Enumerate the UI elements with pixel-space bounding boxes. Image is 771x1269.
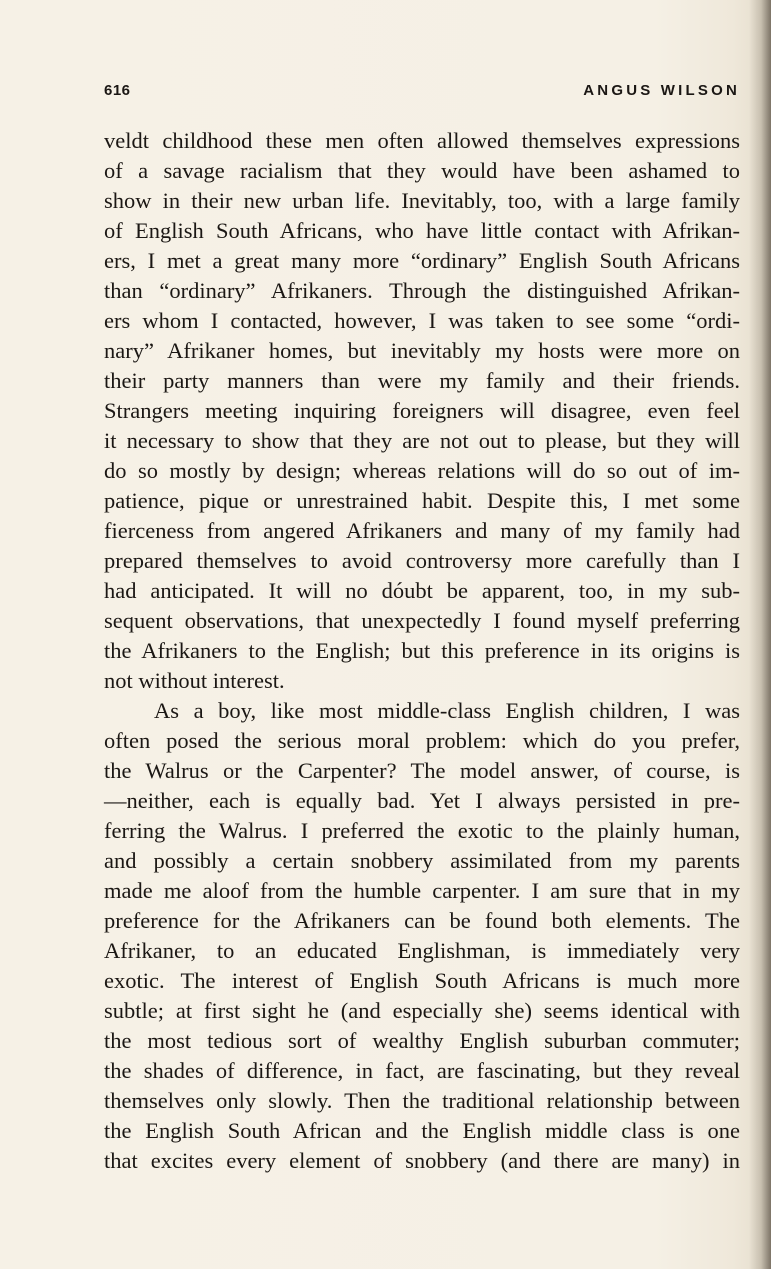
text-line: ers, I met a great many more “ordinary” English South Africans <box>104 248 740 273</box>
text-line: As a boy, like most middle-class English children, I was <box>154 698 740 723</box>
text-line: that excites every element of snobbery (and there are many) in <box>104 1148 740 1173</box>
text-line: Strangers meeting inquiring foreigners will disagree, even feel <box>104 398 740 423</box>
text-line: preference for the Afrikaners can be found both elements. The <box>104 908 740 933</box>
text-line: subtle; at first sight he (and especially she) seems identical with <box>104 998 740 1023</box>
paragraph-1 <box>104 126 740 696</box>
text-line: ferring the Walrus. I preferred the exotic to the plainly human, <box>104 818 740 843</box>
text-line: made me aloof from the humble carpenter. I am sure that in my <box>104 878 740 903</box>
text-line: Afrikaner, to an educated Englishman, is immediately very <box>104 938 740 963</box>
text-line: of English South Africans, who have little contact with Afrikan- <box>104 218 740 243</box>
text-line: themselves only slowly. Then the traditional relationship between <box>104 1088 740 1113</box>
text-line: and possibly a certain snobbery assimilated from my parents <box>104 848 740 873</box>
text-line: the most tedious sort of wealthy English suburban commuter; <box>104 1028 740 1053</box>
text-line: not without interest. <box>104 668 285 693</box>
page-number: 616 <box>104 82 131 99</box>
text-line: veldt childhood these men often allowed themselves expressions <box>104 128 740 153</box>
text-line: the Afrikaners to the English; but this preference in its origins is <box>104 638 740 663</box>
text-line: the shades of difference, in fact, are fascinating, but they reveal <box>104 1058 740 1083</box>
text-line: sequent observations, that unexpectedly I found myself preferring <box>104 608 740 633</box>
text-line: the Walrus or the Carpenter? The model answer, of course, is <box>104 758 740 783</box>
text-line: exotic. The interest of English South Africans is much more <box>104 968 740 993</box>
text-line: fierceness from angered Afrikaners and many of my family had <box>104 518 740 543</box>
text-line: —neither, each is equally bad. Yet I always persisted in pre- <box>104 788 740 813</box>
running-head <box>104 82 740 104</box>
text-line: often posed the serious moral problem: which do you prefer, <box>104 728 740 753</box>
text-line: patience, pique or unrestrained habit. Despite this, I met some <box>104 488 740 513</box>
text-line: of a savage racialism that they would have been ashamed to <box>104 158 740 183</box>
text-line: had anticipated. It will no dóubt be apparent, too, in my sub- <box>104 578 740 603</box>
running-head-author: ANGUS WILSON <box>583 82 740 99</box>
text-line: their party manners than were my family and their friends. <box>104 368 740 393</box>
body-text <box>104 126 740 1176</box>
text-line: ers whom I contacted, however, I was taken to see some “ordi- <box>104 308 740 333</box>
text-line: the English South African and the English middle class is one <box>104 1118 740 1143</box>
text-line: show in their new urban life. Inevitably, too, with a large family <box>104 188 740 213</box>
spine-shadow <box>749 0 771 1269</box>
text-line: prepared themselves to avoid controversy more carefully than I <box>104 548 740 573</box>
text-line: it necessary to show that they are not out to please, but they will <box>104 428 740 453</box>
text-line: nary” Afrikaner homes, but inevitably my hosts were more on <box>104 338 740 363</box>
text-line: do so mostly by design; whereas relations will do so out of im- <box>104 458 740 483</box>
paragraph-2 <box>104 696 740 1176</box>
text-line: than “ordinary” Afrikaners. Through the distinguished Afrikan- <box>104 278 740 303</box>
